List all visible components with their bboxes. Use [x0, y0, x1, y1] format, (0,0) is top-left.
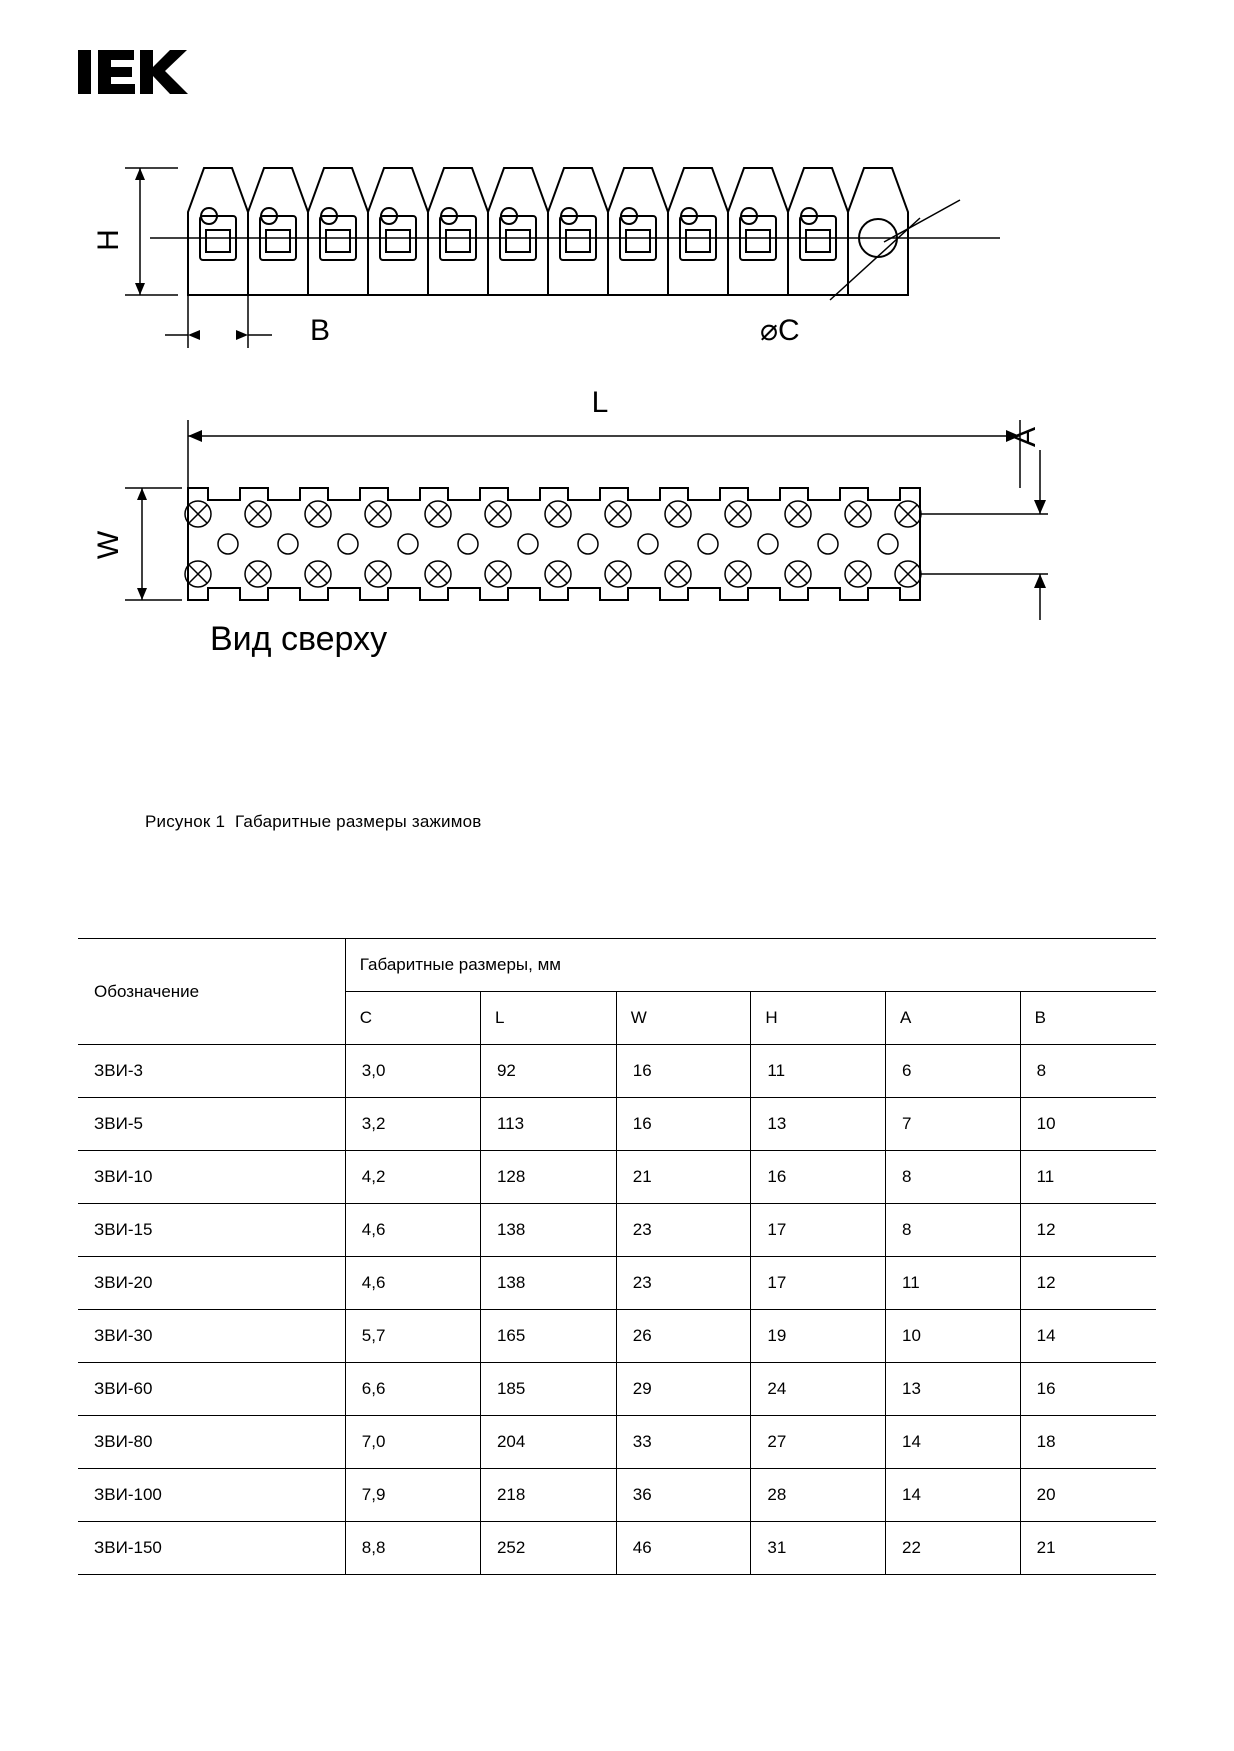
- cell-c: 7,0: [345, 1416, 480, 1469]
- dimension-drawing: [0, 150, 1234, 690]
- cell-designation: ЗВИ-5: [78, 1098, 345, 1151]
- label-w: W: [92, 530, 125, 560]
- header-col-h: H: [751, 992, 886, 1045]
- cell-c: 4,6: [345, 1257, 480, 1310]
- cell-h: 28: [751, 1469, 886, 1522]
- cell-a: 22: [886, 1522, 1021, 1575]
- cell-c: 8,8: [345, 1522, 480, 1575]
- cell-l: 92: [480, 1045, 616, 1098]
- cell-l: 204: [480, 1416, 616, 1469]
- cell-h: 16: [751, 1151, 886, 1204]
- table-row: [78, 1522, 1156, 1575]
- table-row: [78, 1310, 1156, 1363]
- table-row: [78, 1257, 1156, 1310]
- table-row: [78, 1045, 1156, 1098]
- cell-a: 14: [886, 1416, 1021, 1469]
- cell-b: 18: [1020, 1416, 1156, 1469]
- header-dimensions-group: Габаритные размеры, мм: [345, 939, 1156, 992]
- cell-b: 14: [1020, 1310, 1156, 1363]
- header-col-b: B: [1020, 992, 1156, 1045]
- table-row: [78, 1098, 1156, 1151]
- cell-l: 128: [480, 1151, 616, 1204]
- cell-l: 138: [480, 1257, 616, 1310]
- cell-c: 4,2: [345, 1151, 480, 1204]
- label-c: ⌀C: [760, 314, 800, 347]
- cell-h: 13: [751, 1098, 886, 1151]
- cell-designation: ЗВИ-10: [78, 1151, 345, 1204]
- header-col-w: W: [616, 992, 751, 1045]
- cell-h: 17: [751, 1257, 886, 1310]
- cell-c: 5,7: [345, 1310, 480, 1363]
- cell-b: 8: [1020, 1045, 1156, 1098]
- cell-l: 218: [480, 1469, 616, 1522]
- table-row: [78, 1151, 1156, 1204]
- dimensions-table: [78, 938, 1156, 1575]
- cell-a: 11: [886, 1257, 1021, 1310]
- cell-designation: ЗВИ-3: [78, 1045, 345, 1098]
- cell-designation: ЗВИ-20: [78, 1257, 345, 1310]
- header-col-a: A: [886, 992, 1021, 1045]
- cell-c: 3,2: [345, 1098, 480, 1151]
- cell-w: 16: [616, 1045, 751, 1098]
- table-row: [78, 1469, 1156, 1522]
- cell-c: 6,6: [345, 1363, 480, 1416]
- cell-w: 21: [616, 1151, 751, 1204]
- cell-c: 3,0: [345, 1045, 480, 1098]
- cell-h: 17: [751, 1204, 886, 1257]
- cell-b: 10: [1020, 1098, 1156, 1151]
- cell-b: 20: [1020, 1469, 1156, 1522]
- cell-l: 138: [480, 1204, 616, 1257]
- table-row: [78, 1363, 1156, 1416]
- cell-w: 16: [616, 1098, 751, 1151]
- label-l: L: [591, 386, 609, 419]
- header-col-c: C: [345, 992, 480, 1045]
- cell-w: 23: [616, 1257, 751, 1310]
- cell-a: 14: [886, 1469, 1021, 1522]
- cell-w: 33: [616, 1416, 751, 1469]
- cell-l: 252: [480, 1522, 616, 1575]
- cell-l: 165: [480, 1310, 616, 1363]
- cell-l: 113: [480, 1098, 616, 1151]
- cell-h: 11: [751, 1045, 886, 1098]
- cell-b: 12: [1020, 1257, 1156, 1310]
- table-header-row-1: [78, 939, 1156, 992]
- cell-h: 19: [751, 1310, 886, 1363]
- figure-caption: Рисунок 1 Габаритные размеры зажимов: [145, 812, 482, 831]
- cell-designation: ЗВИ-150: [78, 1522, 345, 1575]
- cell-w: 46: [616, 1522, 751, 1575]
- cell-designation: ЗВИ-100: [78, 1469, 345, 1522]
- iek-logo: [78, 42, 198, 104]
- cell-c: 4,6: [345, 1204, 480, 1257]
- cell-a: 10: [886, 1310, 1021, 1363]
- header-designation: Обозначение: [78, 939, 345, 1045]
- label-h: H: [92, 229, 125, 251]
- cell-a: 13: [886, 1363, 1021, 1416]
- cell-h: 27: [751, 1416, 886, 1469]
- cell-a: 6: [886, 1045, 1021, 1098]
- label-b: B: [310, 314, 331, 347]
- label-a: A: [1009, 426, 1042, 448]
- cell-w: 29: [616, 1363, 751, 1416]
- label-top-view: Вид сверху: [210, 620, 388, 658]
- dimensions-table-wrap: [78, 938, 1156, 1575]
- cell-c: 7,9: [345, 1469, 480, 1522]
- cell-a: 8: [886, 1151, 1021, 1204]
- cell-a: 8: [886, 1204, 1021, 1257]
- cell-b: 12: [1020, 1204, 1156, 1257]
- cell-w: 36: [616, 1469, 751, 1522]
- cell-designation: ЗВИ-60: [78, 1363, 345, 1416]
- cell-designation: ЗВИ-30: [78, 1310, 345, 1363]
- cell-l: 185: [480, 1363, 616, 1416]
- cell-h: 31: [751, 1522, 886, 1575]
- cell-designation: ЗВИ-80: [78, 1416, 345, 1469]
- cell-w: 26: [616, 1310, 751, 1363]
- cell-h: 24: [751, 1363, 886, 1416]
- cell-b: 16: [1020, 1363, 1156, 1416]
- cell-a: 7: [886, 1098, 1021, 1151]
- cell-designation: ЗВИ-15: [78, 1204, 345, 1257]
- cell-w: 23: [616, 1204, 751, 1257]
- header-col-l: L: [480, 992, 616, 1045]
- cell-b: 21: [1020, 1522, 1156, 1575]
- table-row: [78, 1204, 1156, 1257]
- cell-b: 11: [1020, 1151, 1156, 1204]
- table-row: [78, 1416, 1156, 1469]
